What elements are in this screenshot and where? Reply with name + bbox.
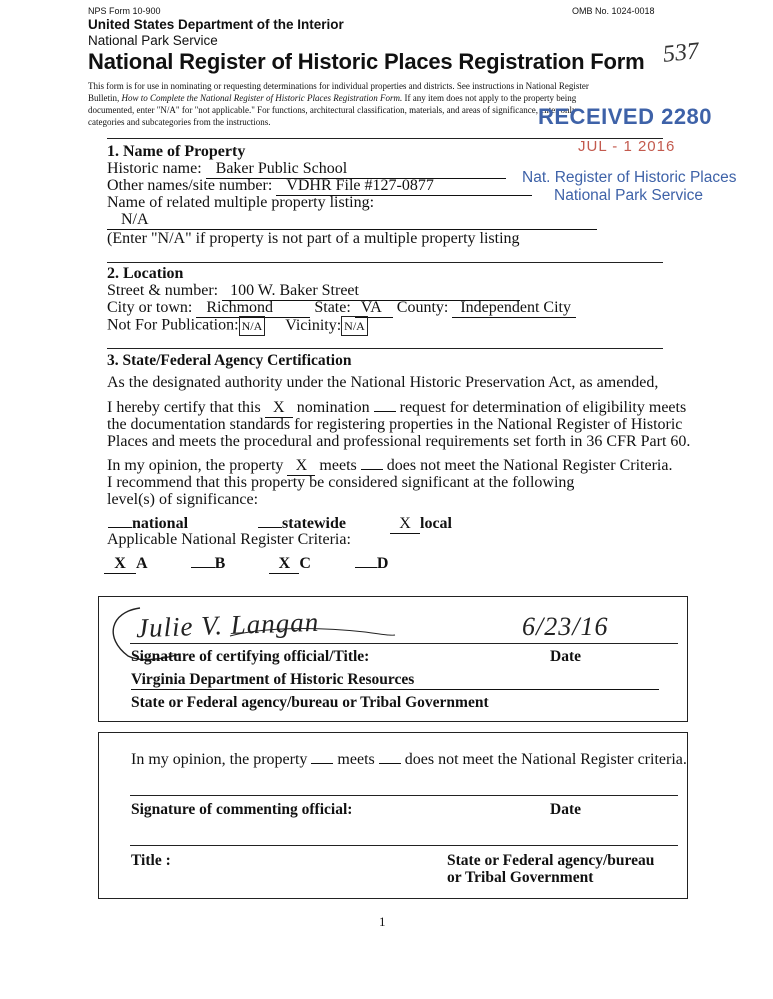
certify-text-5: Places and meets the procedural and professional requirements set forth in 36 CFR Part 60. — [107, 433, 691, 450]
certify-text-3: request for determination of eligibility meets — [399, 399, 687, 416]
statewide-mark[interactable] — [258, 527, 282, 528]
certify-text-4: the documentation standards for registering properties in the National Register of Historic — [107, 416, 683, 433]
other-names-field[interactable]: VDHR File #127-0877 — [276, 177, 532, 196]
city-label: City or town: — [107, 299, 193, 316]
criterion-c-label: C — [299, 555, 311, 572]
nfp-checkbox[interactable]: N/A — [239, 316, 266, 336]
stamp-date: JUL - 1 2016 — [578, 138, 676, 155]
section-1-heading: 1. Name of Property — [107, 143, 246, 160]
national-label: national — [132, 515, 189, 532]
certifying-agency-label: State or Federal agency/bureau or Tribal Government — [131, 694, 489, 711]
nfp-label: Not For Publication: — [107, 316, 239, 334]
omb-number: OMB No. 1024-0018 — [572, 6, 655, 16]
commenting-opinion-row — [131, 751, 687, 769]
state-field[interactable]: VA — [355, 299, 393, 318]
criterion-d-mark[interactable] — [355, 567, 377, 568]
opinion-text-2: meets — [319, 457, 357, 474]
vicinity-label: Vicinity: — [285, 316, 342, 334]
commenting-signature-label: Signature of commenting official: — [131, 801, 353, 818]
instructions-line-1: This form is for use in nominating or requesting determinations for individual properties and districts. See instructions in National Register — [88, 81, 589, 91]
authority-text: As the designated authority under the National Historic Preservation Act, as amended, — [107, 374, 659, 391]
commenting-title-line[interactable] — [130, 845, 678, 846]
historic-name-label: Historic name: — [107, 160, 202, 177]
instructions-2b: How to Complete the National Register of Historic Places Registration Form. — [121, 93, 403, 103]
criteria-label: Applicable National Register Criteria: — [107, 531, 351, 548]
section-1-rule — [107, 138, 663, 139]
commenting-opinion-text-3: does not meet the National Register criteria. — [404, 751, 687, 768]
meets-mark[interactable]: X — [287, 457, 315, 476]
instructions-2c: If any item does not apply to the property being — [404, 93, 577, 103]
related-listing-label — [107, 194, 374, 212]
criterion-a-mark[interactable]: X — [104, 555, 136, 574]
form-title: National Register of Historic Places Registration Form — [88, 49, 645, 74]
section-3-rule — [107, 348, 663, 349]
commenting-opinion-text-1: In my opinion, the property — [131, 751, 308, 768]
stamp-line-1: Nat. Register of Historic Places — [522, 169, 737, 186]
section-3-heading: 3. State/Federal Agency Certification — [107, 352, 352, 369]
commenting-date-label: Date — [550, 801, 581, 818]
related-listing-label-text: Name of related multiple property listing: — [107, 194, 375, 211]
certifying-signature-line[interactable] — [130, 643, 678, 644]
commenting-meets-mark[interactable] — [311, 763, 333, 764]
form-number: NPS Form 10-900 — [88, 6, 161, 16]
commenting-agency-label-2: or Tribal Government — [447, 869, 594, 886]
commenting-signature-line[interactable] — [130, 795, 678, 796]
certifying-agency-row — [131, 671, 659, 690]
section-2-heading: 2. Location — [107, 265, 184, 282]
state-label: State: — [314, 299, 351, 316]
recommend-text-2: level(s) of significance: — [107, 491, 259, 508]
instructions-line-2 — [88, 92, 698, 104]
opinion-text-1: In my opinion, the property — [107, 457, 284, 474]
city-field[interactable]: Richmond — [196, 299, 310, 318]
handwritten-number: 537 — [661, 38, 701, 68]
related-listing-note: (Enter "N/A" if property is not part of a multiple property listing — [107, 230, 520, 247]
related-listing-field[interactable]: N/A — [107, 211, 597, 230]
publication-row — [107, 316, 368, 336]
certify-text-1: I hereby certify that this — [107, 399, 261, 416]
commenting-not-meets-mark[interactable] — [379, 763, 401, 764]
request-mark[interactable] — [374, 411, 396, 412]
nomination-mark[interactable]: X — [265, 399, 293, 418]
commenting-opinion-text-2: meets — [337, 751, 375, 768]
certify-text-2: nomination — [296, 399, 370, 416]
opinion-text-3: does not meet the National Register Criteria. — [386, 457, 673, 474]
not-meets-mark[interactable] — [361, 469, 383, 470]
criterion-b-label: B — [214, 555, 226, 572]
received-stamp: RECEIVED 2280 — [538, 104, 713, 129]
national-mark[interactable] — [108, 527, 132, 528]
criterion-d-label: D — [376, 555, 389, 572]
street-label: Street & number: — [107, 282, 219, 299]
section-2-rule — [107, 262, 663, 263]
historic-name-field[interactable]: Baker Public School — [206, 160, 506, 179]
other-names-label: Other names/site number: — [107, 177, 273, 194]
commenting-title-label: Title : — [131, 852, 171, 869]
certifying-signature: Julie V. Langan — [135, 606, 320, 644]
commenting-agency-label-1: State or Federal agency/bureau — [447, 852, 655, 869]
county-label: County: — [396, 299, 449, 316]
criterion-b-mark[interactable] — [191, 567, 215, 568]
local-label: local — [420, 515, 452, 532]
certifying-agency-field[interactable]: Virginia Department of Historic Resources — [131, 671, 659, 690]
agency-name: National Park Service — [88, 33, 218, 48]
statewide-label: statewide — [282, 515, 346, 532]
certifying-date-value: 6/23/16 — [522, 612, 609, 641]
criteria-row — [104, 555, 388, 574]
vicinity-checkbox[interactable]: N/A — [341, 316, 368, 336]
related-listing-row — [107, 211, 597, 230]
certifying-signature-label: Signature of certifying official/Title: — [131, 648, 370, 665]
stamp-line-2: National Park Service — [554, 187, 704, 204]
criterion-a-label: A — [136, 555, 147, 572]
county-field[interactable]: Independent City — [452, 299, 576, 318]
instructions-line-4: categories and subcategories from the instructions. — [88, 117, 271, 127]
recommend-text-1: I recommend that this property be considered significant at the following — [107, 474, 575, 491]
criterion-c-mark[interactable]: X — [269, 555, 299, 574]
department-name: United States Department of the Interior — [88, 17, 344, 32]
street-field[interactable]: 100 W. Baker Street — [222, 282, 520, 301]
local-mark[interactable]: X — [390, 515, 420, 534]
instructions-line-3: documented, enter "N/A" for "not applicable." For functions, architectural classification, materials, and areas of significance, enter only — [88, 105, 577, 115]
page-number: 1 — [379, 914, 386, 929]
certifying-date-label: Date — [550, 648, 581, 665]
instructions-2a: Bulletin, — [88, 93, 120, 103]
